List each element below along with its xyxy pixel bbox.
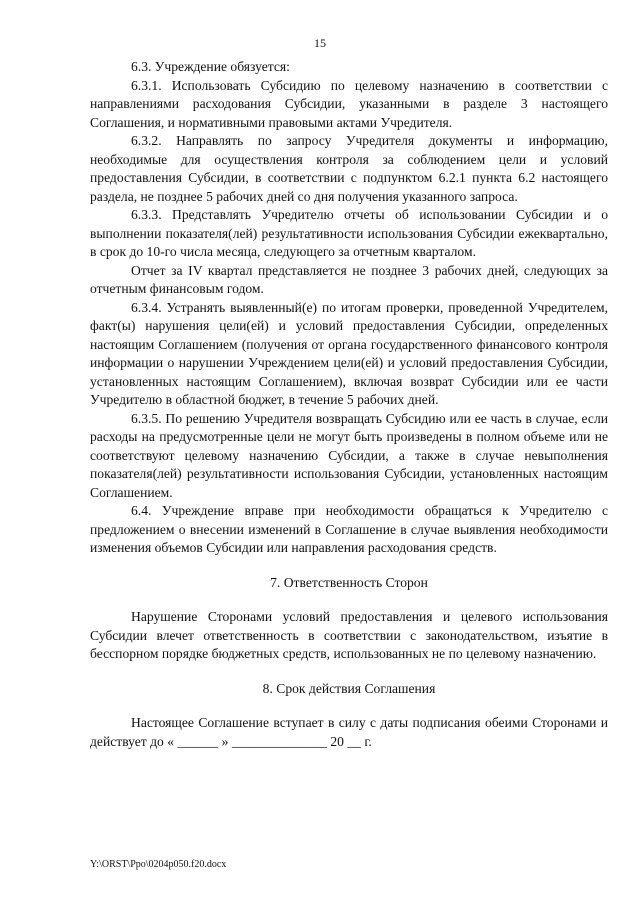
paragraph-liability: Нарушение Сторонами условий предоставления и целевого использования Субсидии влечет ответственность в соответствии с законодательством, изъятие в бесспорном порядке бюджетных средств, использованных не по целевому назначению. — [90, 609, 608, 661]
spacer — [90, 698, 608, 714]
paragraph-6-3-1: 6.3.1. Использовать Субсидию по целевому назначению в соответствии с направлениями расходования Субсидии, указанными в разделе 3 настоящего Соглашения, и нормативными правовыми актами Учредителя. — [90, 77, 608, 130]
paragraph-6-3-3: 6.3.3. Представлять Учредителю отчеты об использовании Субсидии и о выполнении показателя(лей) результативности использования Субсидии ежеквартально, в срок до 10-го числа месяца, следующего за отчетным кварталом. — [90, 207, 608, 259]
page-number: 15 — [314, 36, 326, 50]
footer-file-path: Y:\ORST\Ppo\0204p050.f20.docx — [90, 859, 227, 870]
paragraph-6-3: 6.3. Учреждение обязуется: — [131, 59, 290, 74]
spacer — [90, 664, 608, 680]
document-body — [90, 58, 608, 751]
paragraph-6-3-2: 6.3.2. Направлять по запросу Учредителя документы и информацию, необходимые для осуществления контроля за соблюдением цели и условий предоставления Субсидии, в соответствии с подпунктом 6.2.1 пункта 6.2 настоящего раздела, не позднее 5 рабочих дней со дня получения указанного запроса. — [90, 133, 608, 204]
spacer — [90, 558, 608, 574]
section-heading-7: 7. Ответственность Сторон — [270, 574, 428, 590]
paragraph-report-q4: Отчет за IV квартал представляется не позднее 3 рабочих дней, следующих за отчетным финансовым годом. — [90, 262, 608, 296]
spacer — [90, 592, 608, 608]
section-heading-8: 8. Срок действия Соглашения — [262, 680, 436, 696]
paragraph-6-3-5: 6.3.5. По решению Учредителя возвращать Субсидию или ее часть в случае, если расходы на предусмотренные цели не могут быть произведены в полном объеме или не соответствуют целевому назначению Субсидии, а также в случае невыполнения показателя(лей) результативности использования Субсидии, установленных настоящим Соглашением. — [90, 410, 608, 500]
paragraph-6-3-4: 6.3.4. Устранять выявленный(е) по итогам проверки, проведенной Учредителем, факт(ы) нарушения цели(ей) и условий предоставления Субсидии, определенных настоящим Соглашением (получения от органа государственного финансового контроля информации о нарушении Учреждением цели(ей) и условий предоставления Субсидии, установленных настоящим Соглашением), включая возврат Субсидии или ее части Учредителю в областной бюджет, в течение 5 рабочих дней. — [90, 299, 608, 407]
paragraph-term: Настоящее Соглашение вступает в силу с даты подписания обеими Сторонами и действует до « ______ » ______________ 20 __ г. — [90, 715, 608, 749]
paragraph-6-4: 6.4. Учреждение вправе при необходимости обращаться к Учредителю с предложением о внесении изменений в Соглашение в случае выявления необходимости изменения объемов Субсидии или направления расходования средств. — [90, 503, 608, 555]
